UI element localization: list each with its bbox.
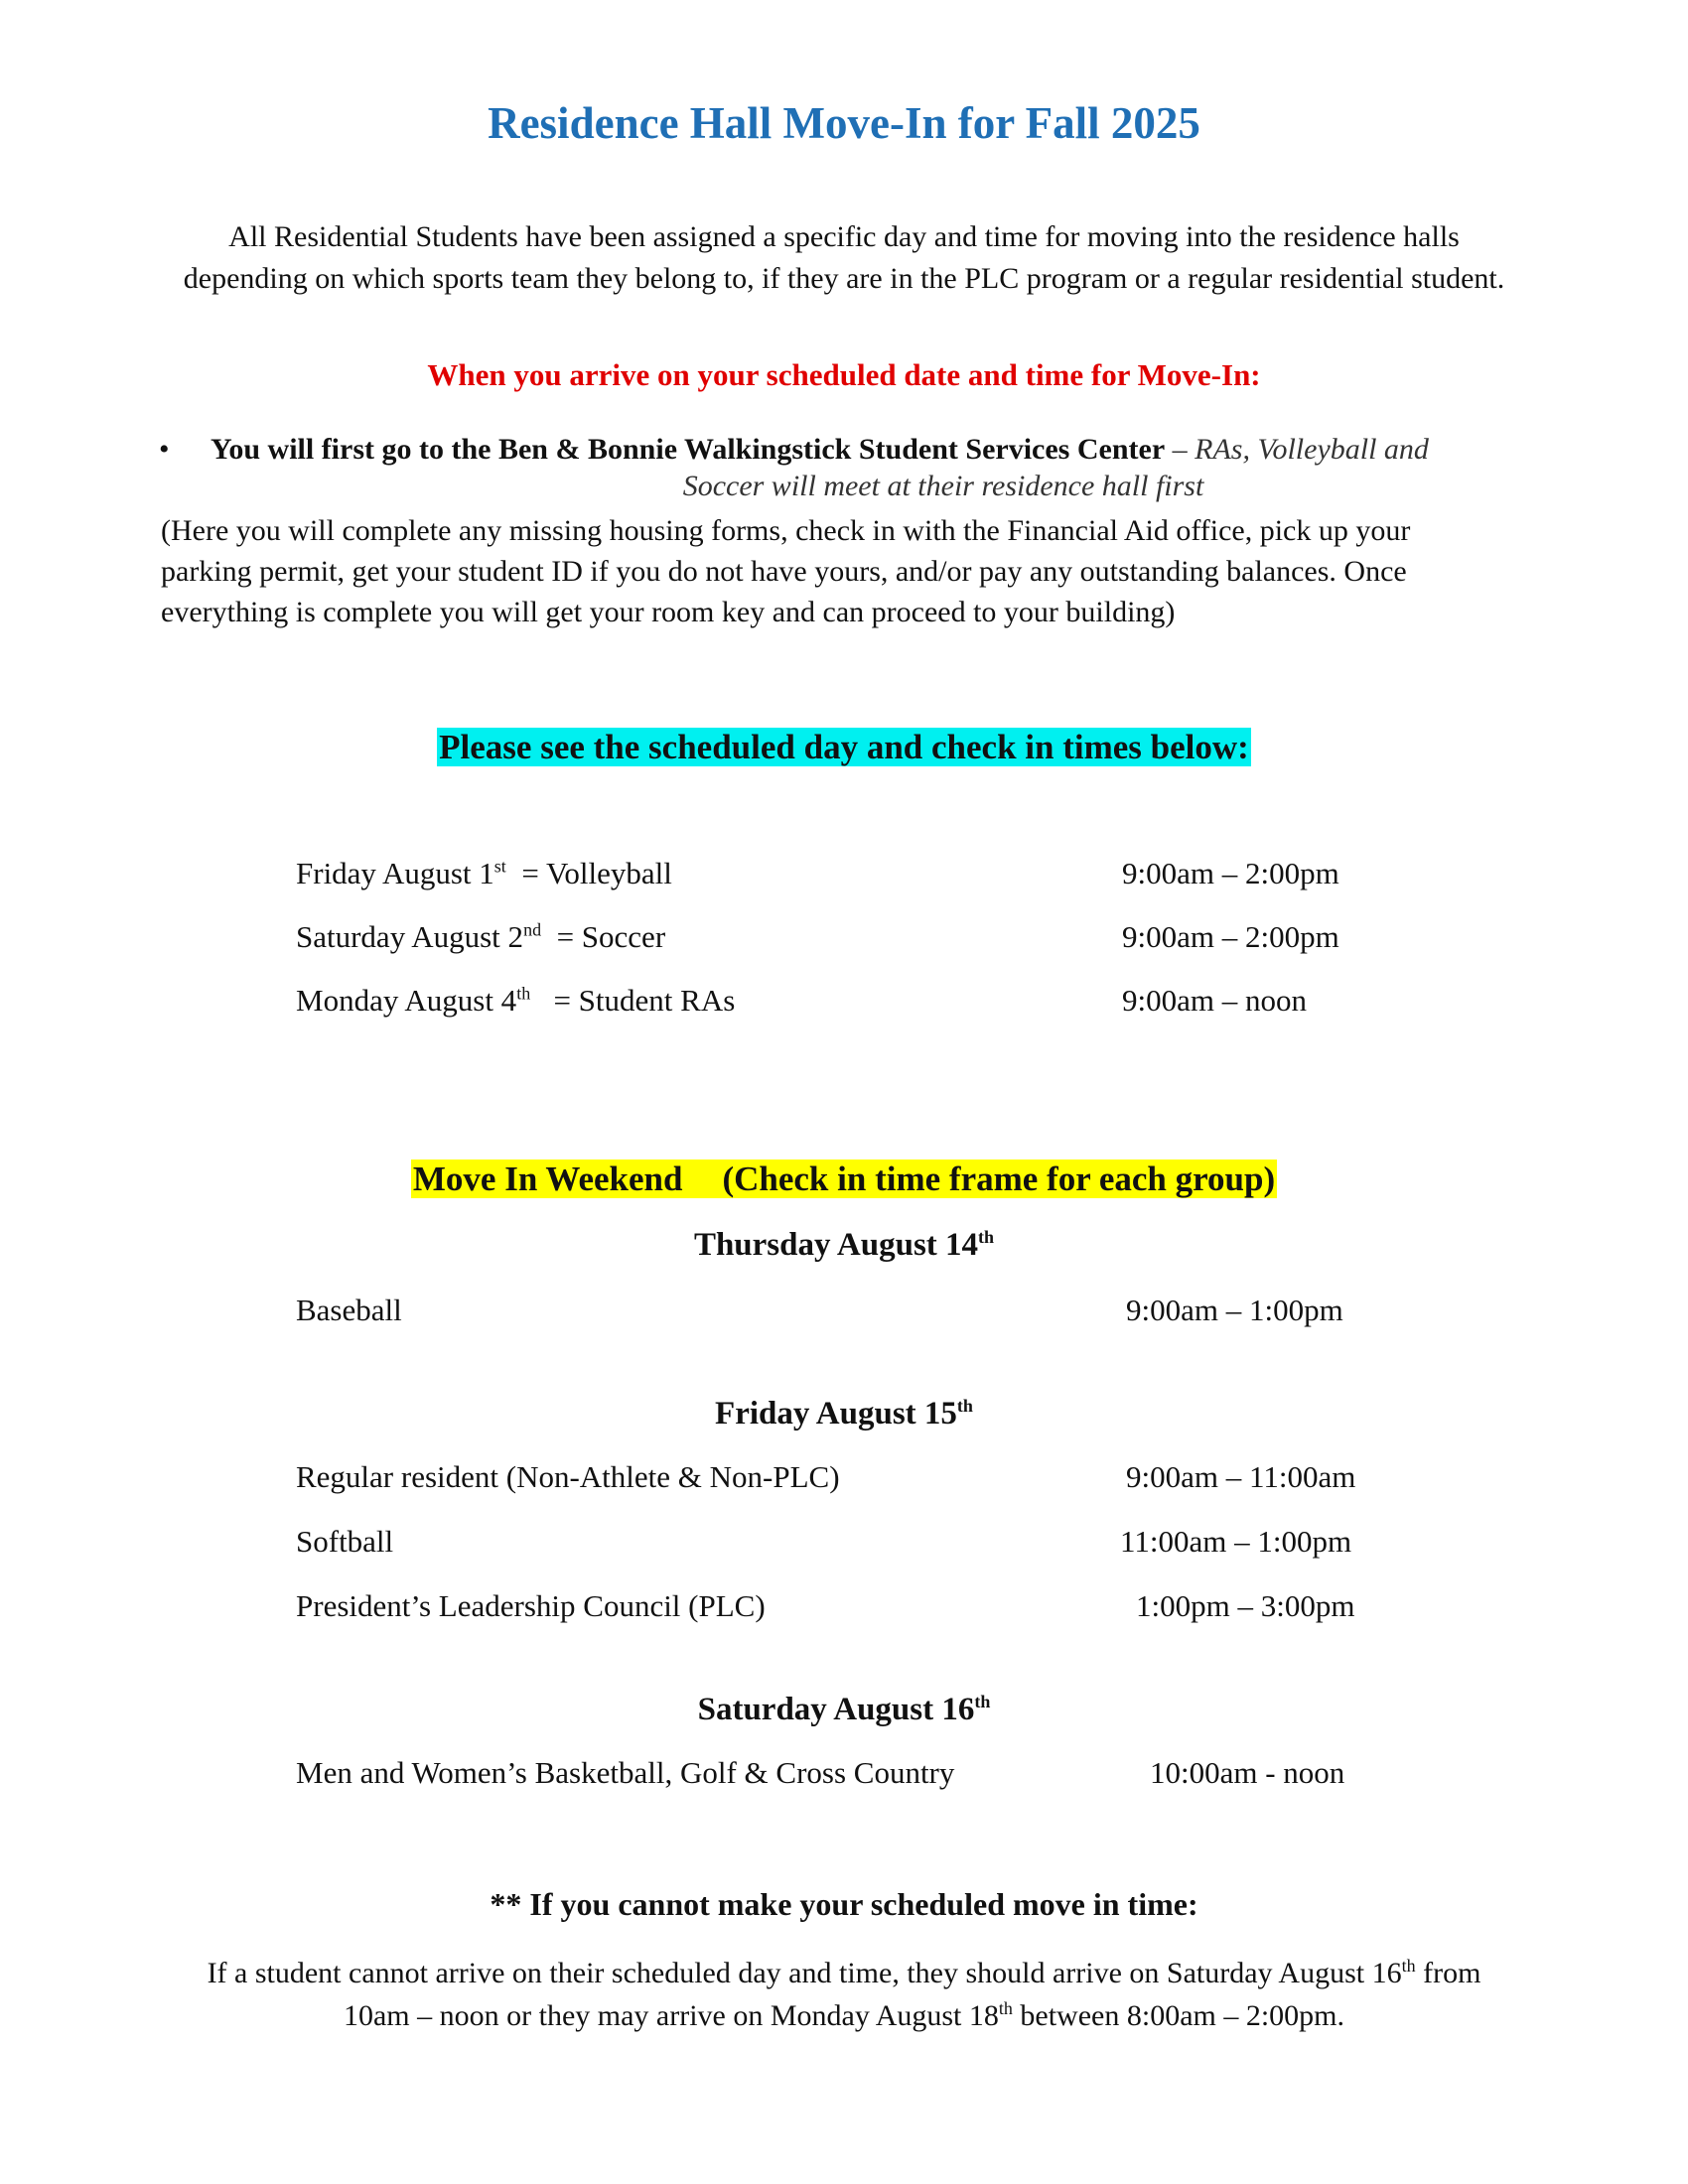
day-heading-friday: Friday August 15th bbox=[715, 1396, 973, 1432]
weekend-heading-left: Move In Weekend bbox=[412, 1160, 683, 1198]
early-row-time: 9:00am – 2:00pm bbox=[1122, 856, 1339, 890]
instructions-paragraph bbox=[161, 510, 1571, 632]
day-heading-thursday: Thursday August 14th bbox=[693, 1227, 995, 1263]
early-row-label: Monday August 4th = Student RAs bbox=[296, 983, 736, 1018]
intro-line-2: depending on which sports team they belong to, if they are in the PLC program or a regular residential student. bbox=[183, 262, 1505, 295]
early-row-time: 9:00am – 2:00pm bbox=[1122, 919, 1339, 954]
schedule-row bbox=[296, 1588, 1408, 1632]
instructions-line-2: parking permit, get your student ID if you do not have yours, and/or pay any outstanding balances. Once bbox=[161, 555, 1407, 588]
schedule-row-label: Regular resident (Non-Athlete & Non-PLC) bbox=[296, 1459, 840, 1494]
weekend-heading-highlight bbox=[411, 1160, 1277, 1198]
late-arrival-line-1: If a student cannot arrive on their scheduled day and time, they should arrive on Saturday August 16th from bbox=[207, 1956, 1481, 1989]
schedule-row bbox=[296, 1293, 1408, 1336]
late-arrival-line-2: 10am – noon or they may arrive on Monday August 18th between 8:00am – 2:00pm. bbox=[343, 1998, 1345, 2032]
schedule-heading bbox=[0, 728, 1688, 767]
early-row bbox=[296, 983, 1408, 1026]
bullet-dot-icon: • bbox=[159, 433, 170, 466]
weekend-heading bbox=[0, 1160, 1688, 1199]
schedule-row-time: 1:00pm – 3:00pm bbox=[1136, 1588, 1355, 1623]
early-row-time: 9:00am – noon bbox=[1122, 983, 1307, 1018]
schedule-row-time: 10:00am - noon bbox=[1150, 1755, 1345, 1790]
day-heading-saturday: Saturday August 16th bbox=[697, 1692, 991, 1727]
instructions-line-1: (Here you will complete any missing housing forms, check in with the Financial Aid office, pick up your bbox=[161, 514, 1411, 547]
early-row bbox=[296, 856, 1408, 899]
schedule-row-time: 9:00am – 1:00pm bbox=[1126, 1293, 1343, 1327]
arrival-heading: When you arrive on your scheduled date and time for Move-In: bbox=[427, 357, 1261, 392]
schedule-row-label: Softball bbox=[296, 1524, 394, 1559]
late-arrival-heading: ** If you cannot make your scheduled move in time: bbox=[490, 1886, 1198, 1922]
bullet-bold-text: You will first go to the Ben & Bonnie Walkingstick Student Services Center bbox=[211, 433, 1166, 466]
weekend-heading-right: (Check in time frame for each group) bbox=[722, 1160, 1276, 1198]
early-row-label: Friday August 1st = Volleyball bbox=[296, 856, 672, 890]
bullet-italic-text-1: – RAs, Volleyball and bbox=[1165, 433, 1429, 466]
schedule-row-label: Baseball bbox=[296, 1293, 402, 1327]
intro-paragraph bbox=[0, 216, 1688, 300]
schedule-row-time: 11:00am – 1:00pm bbox=[1120, 1524, 1352, 1559]
instructions-line-3: everything is complete you will get your room key and can proceed to your building) bbox=[161, 596, 1176, 628]
schedule-row bbox=[296, 1459, 1408, 1503]
early-row-label: Saturday August 2nd = Soccer bbox=[296, 919, 666, 954]
bullet-text bbox=[211, 429, 1591, 470]
schedule-row bbox=[296, 1524, 1408, 1568]
bullet-italic-text-2: Soccer will meet at their residence hall first bbox=[682, 470, 1204, 502]
late-arrival-paragraph bbox=[0, 1952, 1688, 2037]
schedule-row-label: Men and Women’s Basketball, Golf & Cross Country bbox=[296, 1755, 955, 1790]
intro-line-1: All Residential Students have been assigned a specific day and time for moving into the residence halls bbox=[228, 220, 1460, 253]
page-title: Residence Hall Move-In for Fall 2025 bbox=[488, 98, 1200, 148]
schedule-row-time: 9:00am – 11:00am bbox=[1126, 1459, 1356, 1494]
schedule-row-label: President’s Leadership Council (PLC) bbox=[296, 1588, 766, 1623]
early-row bbox=[296, 919, 1408, 963]
schedule-row bbox=[296, 1755, 1408, 1799]
schedule-heading-text: Please see the scheduled day and check in times below: bbox=[439, 728, 1249, 766]
